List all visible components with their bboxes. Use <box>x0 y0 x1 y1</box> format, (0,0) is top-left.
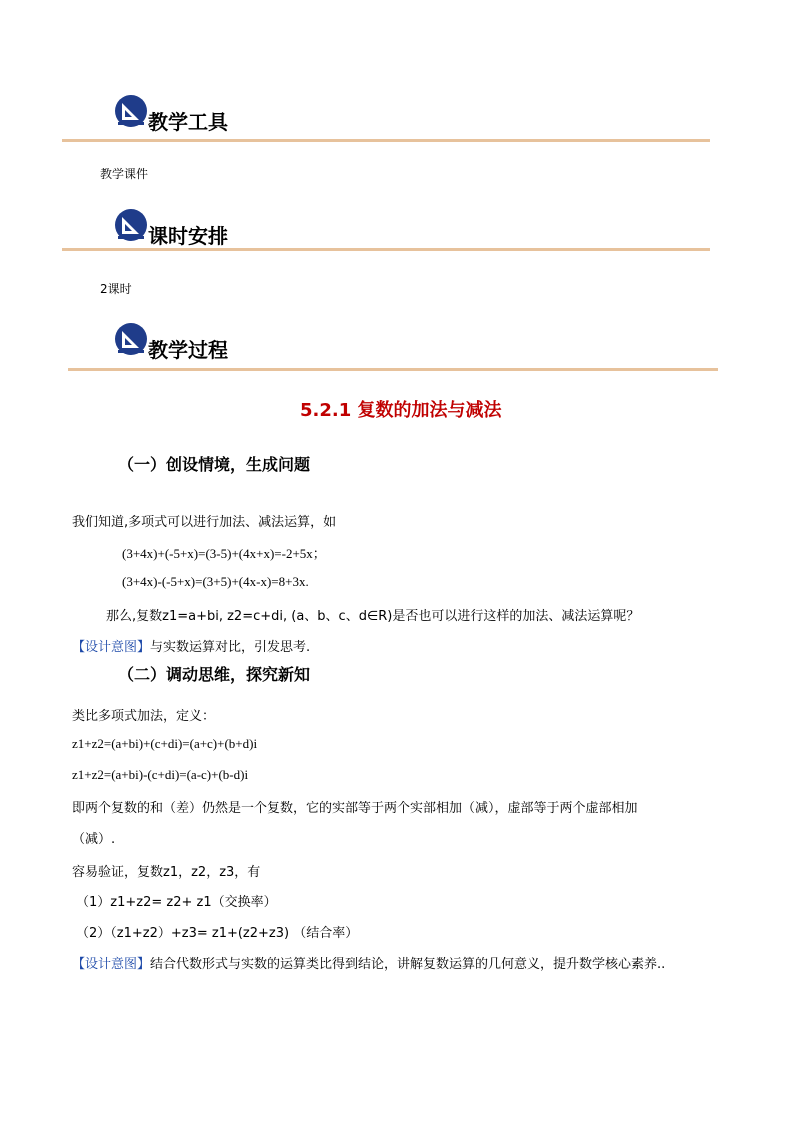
definition-sub: z1+z2=(a+bi)-(c+di)=(a-c)+(b-d)i <box>72 767 249 782</box>
design-intent-2 <box>72 953 665 972</box>
design-intent-text: 结合代数形式与实数的运算类比得到结论，讲解复数运算的几何意义，提升数学核心素养.. <box>150 957 666 972</box>
equation-2: (3+4x)-(-5+x)=(3+5)+(4x-x)=8+3x. <box>122 574 309 589</box>
design-intent-text: 与实数运算对比，引发思考. <box>150 640 311 655</box>
section-title: 教学工具 <box>148 110 228 134</box>
definition-add: z1+z2=(a+bi)+(c+di)=(a+c)+(b+d)i <box>72 736 258 751</box>
section-text: 2课时 <box>100 282 132 296</box>
triangle-ruler-icon <box>114 94 148 128</box>
section-title: 教学过程 <box>148 338 228 362</box>
law-commutative: （1）z1+z2= z2+ z1（交换率） <box>76 895 277 910</box>
section-divider <box>62 248 710 251</box>
part2-explain-1: 即两个复数的和（差）仍然是一个复数，它的实部等于两个实部相加（减），虚部等于两个虚部相加 <box>72 801 638 816</box>
equation-1: (3+4x)+(-5+x)=(3-5)+(4x+x)=-2+5x； <box>122 546 326 561</box>
part1-intro: 我们知道,多项式可以进行加法、减法运算，如 <box>72 515 337 530</box>
part1-heading: （一）创设情境，生成问题 <box>118 455 311 474</box>
lesson-title: 5.2.1 复数的加法与减法 <box>300 400 502 421</box>
part2-explain-2: （减）. <box>72 832 116 847</box>
part2-line1: 类比多项式加法，定义： <box>72 709 216 724</box>
part1-question: 那么,复数z1=a+bi, z2=c+di, (a、b、c、d∈R)是否也可以进行这样的加法、减法运算呢？ <box>106 609 640 624</box>
part2-verify: 容易验证，复数z1，z2，z3，有 <box>72 865 261 880</box>
triangle-ruler-icon <box>114 322 148 356</box>
law-associative: （2）（z1+z2）+z3= z1+(z2+z3) （结合率） <box>76 926 359 941</box>
part2-heading: （二）调动思维，探究新知 <box>118 665 311 684</box>
design-intent-tag: 【设计意图】 <box>72 640 151 655</box>
design-intent-tag: 【设计意图】 <box>72 957 151 972</box>
triangle-ruler-icon <box>114 208 148 242</box>
section-title: 课时安排 <box>148 224 228 248</box>
section-divider <box>68 368 718 371</box>
section-text: 教学课件 <box>100 167 149 181</box>
section-divider <box>62 139 710 142</box>
design-intent-1 <box>72 636 310 655</box>
